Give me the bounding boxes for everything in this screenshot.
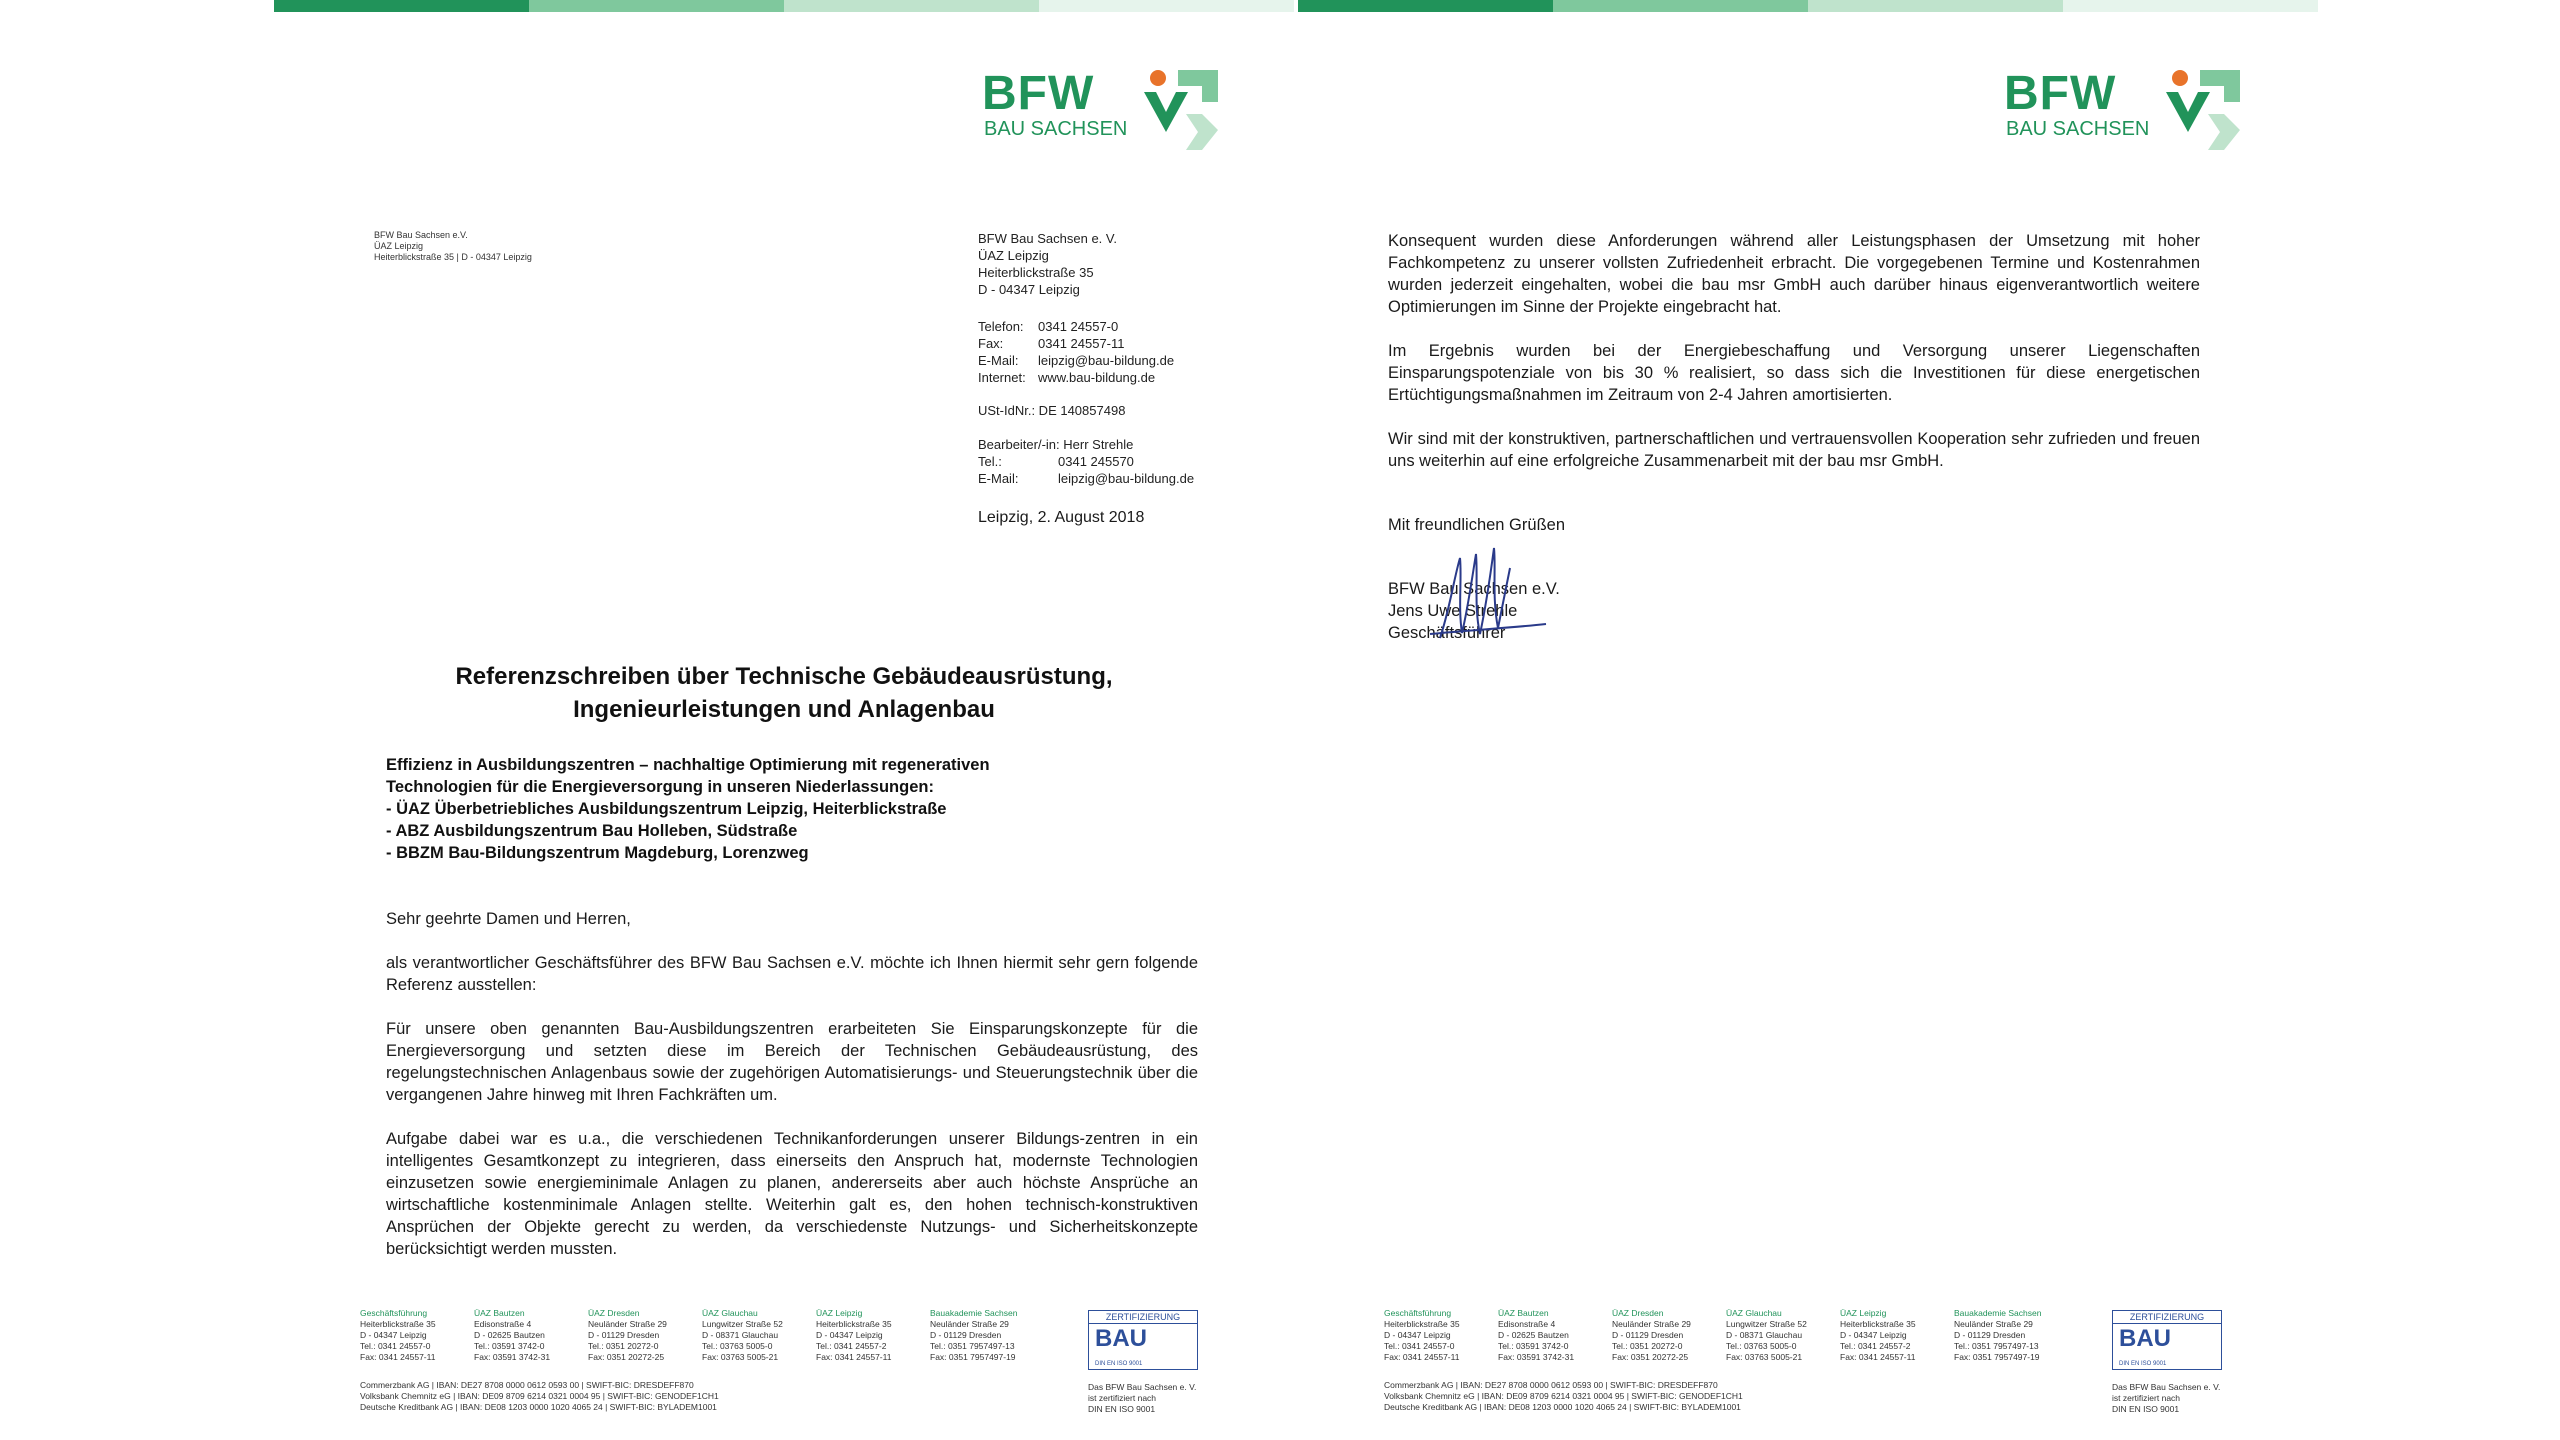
- footer-col-line: D - 08371 Glauchau: [702, 1330, 779, 1340]
- bank-line: Deutsche Kreditbank AG | IBAN: DE08 1203 0000 1020 4065 24 | SWIFT-BIC: BYLADEM1001: [360, 1402, 717, 1412]
- footer-col-line: D - 04347 Leipzig: [816, 1330, 883, 1340]
- cert-word: BAU: [1095, 1325, 1147, 1352]
- footer-col-head: Bauakademie Sachsen: [930, 1308, 1018, 1318]
- footer-col-line: Fax: 0341 24557-11: [360, 1352, 436, 1362]
- footer-col-head: ÜAZ Dresden: [1612, 1308, 1664, 1318]
- subject-line: Technologien für die Energieversorgung in unseren Niederlassungen:: [386, 778, 934, 796]
- web-label: Internet:: [978, 370, 1026, 385]
- subject-line: - ABZ Ausbildungszentrum Bau Holleben, Südstraße: [386, 822, 798, 840]
- footer-col-line: Lungwitzer Straße 52: [702, 1319, 783, 1329]
- letter-page-1: [274, 0, 1294, 1440]
- bank-line: Commerzbank AG | IBAN: DE27 8708 0000 0612 0593 00 | SWIFT-BIC: DRESDEFF870: [360, 1380, 694, 1390]
- footer-col-line: D - 02625 Bautzen: [474, 1330, 545, 1340]
- bank-line: Volksbank Chemnitz eG | IBAN: DE09 8709 6214 0321 0004 95 | SWIFT-BIC: GENODEF1CH1: [360, 1391, 719, 1401]
- cert-note-line: ist zertifiziert nach: [1088, 1393, 1157, 1403]
- footer-col-line: Heiterblickstraße 35: [1384, 1319, 1460, 1329]
- logo-word: BFW: [2004, 67, 2117, 120]
- salutation: Sehr geehrte Damen und Herren,: [386, 910, 631, 928]
- cert-note-line: Das BFW Bau Sachsen e. V.: [2112, 1382, 2221, 1392]
- footer-col-line: Fax: 0341 24557-11: [1384, 1352, 1460, 1362]
- fax-label: Fax:: [978, 336, 1004, 351]
- editor-tel-label: Tel.:: [978, 454, 1002, 469]
- footer-col-head: ÜAZ Leipzig: [1840, 1308, 1887, 1318]
- letter-page-2: [1298, 0, 2318, 1440]
- paragraph-1: als verantwortlicher Geschäftsführer des BFW Bau Sachsen e.V. möchte ich Ihnen hiermit sehr gern folgende Referenz ausstellen:: [386, 954, 1198, 994]
- bank-line: Commerzbank AG | IBAN: DE27 8708 0000 0612 0593 00 | SWIFT-BIC: DRESDEFF870: [1384, 1380, 1718, 1390]
- footer-col-line: Tel.: 0351 7957497-13: [930, 1341, 1015, 1351]
- address-line: ÜAZ Leipzig: [978, 248, 1049, 263]
- cert-din: DIN EN ISO 9001: [2119, 1361, 2167, 1367]
- footer-col-line: D - 04347 Leipzig: [1840, 1330, 1907, 1340]
- footer-col-head: ÜAZ Bautzen: [1498, 1308, 1549, 1318]
- logo-mark-icon: [2164, 66, 2240, 152]
- subject-line: Effizienz in Ausbildungszentren – nachhaltige Optimierung mit regenerativen: [386, 756, 990, 774]
- footer: [360, 1308, 1197, 1428]
- footer-col: [474, 1308, 584, 1363]
- footer-col-line: Tel.: 0341 24557-2: [816, 1341, 887, 1351]
- page-color-bar: [274, 0, 1294, 12]
- page-color-bar: [1298, 0, 2318, 12]
- editor-mail[interactable]: leipzig@bau-bildung.de: [1058, 471, 1195, 486]
- footer-col-line: Tel.: 0351 20272-0: [588, 1341, 659, 1351]
- tel-value: 0341 24557-0: [1038, 319, 1119, 334]
- footer-col-line: Fax: 0351 20272-25: [588, 1352, 665, 1362]
- title-line-2: Ingenieurleistungen und Anlagenbau: [573, 696, 995, 723]
- closing: Mit freundlichen Grüßen: [1388, 516, 1565, 534]
- bfw-logo: [982, 66, 1222, 156]
- footer-col-line: Tel.: 0341 24557-0: [1384, 1341, 1455, 1351]
- cert-note-line: DIN EN ISO 9001: [1088, 1404, 1156, 1414]
- footer-col-line: Edisonstraße 4: [474, 1319, 532, 1329]
- cert-note-line: Das BFW Bau Sachsen e. V.: [1088, 1382, 1197, 1392]
- sign-org: BFW Bau Sachsen e.V.: [1388, 580, 1560, 598]
- footer-col: [816, 1308, 926, 1363]
- footer-col-line: Edisonstraße 4: [1498, 1319, 1556, 1329]
- footer-col: [360, 1308, 470, 1363]
- mail-label: E-Mail:: [978, 353, 1019, 368]
- footer-col-line: Tel.: 03591 3742-0: [474, 1341, 545, 1351]
- footer-col-line: Neuländer Straße 29: [930, 1319, 1009, 1329]
- cert-top: ZERTIFIZIERUNG: [1089, 1311, 1197, 1324]
- contact-block: [978, 318, 1174, 386]
- footer-col-head: Bauakademie Sachsen: [1954, 1308, 2042, 1318]
- footer-col-line: Fax: 03591 3742-31: [1498, 1352, 1575, 1362]
- title-line-1: Referenzschreiben über Technische Gebäudeausrüstung,: [455, 663, 1113, 690]
- sender-line: [374, 230, 532, 263]
- footer-col-line: Heiterblickstraße 35: [360, 1319, 436, 1329]
- logo-mark-icon: [1142, 66, 1218, 152]
- editor-label: Bearbeiter/-in: Herr Strehle: [978, 437, 1134, 452]
- footer-col-head: Geschäftsführung: [360, 1308, 428, 1318]
- footer-col-line: Fax: 0341 24557-11: [816, 1352, 892, 1362]
- sender-line-3: Heiterblickstraße 35 | D - 04347 Leipzig: [374, 252, 532, 262]
- footer-col-line: Tel.: 0341 24557-2: [1840, 1341, 1911, 1351]
- footer-col-line: Fax: 03591 3742-31: [474, 1352, 551, 1362]
- footer-col-line: Fax: 0341 24557-11: [1840, 1352, 1916, 1362]
- mail-value[interactable]: leipzig@bau-bildung.de: [1038, 353, 1175, 368]
- logo-sub: BAU SACHSEN: [984, 118, 1128, 140]
- logo-word: BFW: [982, 67, 1095, 120]
- editor-block: [978, 436, 1194, 487]
- subject-line: - ÜAZ Überbetriebliches Ausbildungszentrum Leipzig, Heiterblickstraße: [386, 800, 947, 818]
- paragraph-6: Wir sind mit der konstruktiven, partnerschaftlichen und vertrauensvollen Kooperation sehr zufrieden und freuen uns weiterhin auf eine erfolgreiche Zusammenarbeit mit der bau msr GmbH.: [1388, 430, 2200, 470]
- address-line: BFW Bau Sachsen e. V.: [978, 231, 1117, 246]
- footer-col-head: ÜAZ Bautzen: [474, 1308, 525, 1318]
- footer-col-line: Tel.: 0351 7957497-13: [1954, 1341, 2039, 1351]
- letter-title: [334, 660, 1234, 726]
- certification-badge: [2112, 1310, 2222, 1370]
- certification-badge: [1088, 1310, 1198, 1370]
- footer-col-line: Fax: 0351 7957497-19: [1954, 1352, 2040, 1362]
- paragraph-3: Aufgabe dabei war es u.a., die verschiedenen Technikanforderungen unserer Bildungs-zentren in ein intelligentes Gesamtkonzept zu integrieren, dass einerseits den Anspruch hat, modernste Technologien einzusetzen sowie energieminimale Anlagen zu planen, andererseits aber auch höchste Ansprüche an wirtschaftliche kostenminimale Anlagen stellte. Weiterhin galt es, den hohen technisch-konstruktiven Ansprüchen der Objekte gerecht zu werden, da verschiedenste Nutzungs- und Sicherheitskonzepte berücksichtigt werden mussten.: [386, 1130, 1198, 1258]
- cert-top: ZERTIFIZIERUNG: [2113, 1311, 2221, 1324]
- cert-note-line: DIN EN ISO 9001: [2112, 1404, 2180, 1414]
- fax-value: 0341 24557-11: [1038, 336, 1125, 351]
- paragraph-5: Im Ergebnis wurden bei der Energiebeschaffung und Versorgung unserer Liegenschaften Einsparungspotenziale von bis 30 % realisiert, so dass sich die Investitionen für diese energetischen Ertüchtigungsmaßnahmen im Zeitraum von 2-4 Jahren amortisierten.: [1388, 342, 2200, 404]
- footer-col-line: Heiterblickstraße 35: [816, 1319, 892, 1329]
- editor-mail-label: E-Mail:: [978, 471, 1019, 486]
- footer-col-line: Neuländer Straße 29: [588, 1319, 667, 1329]
- subject-line: - BBZM Bau-Bildungszentrum Magdeburg, Lorenzweg: [386, 844, 809, 862]
- footer-col-line: D - 04347 Leipzig: [1384, 1330, 1451, 1340]
- footer-col: [1954, 1308, 2074, 1363]
- web-value[interactable]: www.bau-bildung.de: [1038, 370, 1156, 385]
- sign-name: Jens Uwe Strehle: [1388, 602, 1518, 620]
- sender-line-2: ÜAZ Leipzig: [374, 241, 424, 251]
- bank-line: Deutsche Kreditbank AG | IBAN: DE08 1203 0000 1020 4065 24 | SWIFT-BIC: BYLADEM1001: [1384, 1402, 1741, 1412]
- footer-col-line: D - 04347 Leipzig: [360, 1330, 427, 1340]
- footer-col-line: D - 08371 Glauchau: [1726, 1330, 1803, 1340]
- cert-note-line: ist zertifiziert nach: [2112, 1393, 2181, 1403]
- footer-col-line: D - 01129 Dresden: [1612, 1330, 1684, 1340]
- footer-col: [1840, 1308, 1950, 1363]
- footer-col-line: D - 02625 Bautzen: [1498, 1330, 1569, 1340]
- footer-col-head: Geschäftsführung: [1384, 1308, 1452, 1318]
- footer-col-line: Neuländer Straße 29: [1954, 1319, 2033, 1329]
- handwritten-signature-icon: [1410, 538, 1550, 648]
- cert-din: DIN EN ISO 9001: [1095, 1361, 1143, 1367]
- footer-col-head: ÜAZ Dresden: [588, 1308, 640, 1318]
- sender-line-1: BFW Bau Sachsen e.V.: [374, 230, 468, 240]
- footer-col-head: ÜAZ Glauchau: [702, 1308, 758, 1318]
- address-line: Heiterblickstraße 35: [978, 265, 1094, 280]
- footer-col-line: D - 01129 Dresden: [1954, 1330, 2026, 1340]
- footer-col-line: Tel.: 03591 3742-0: [1498, 1341, 1569, 1351]
- footer-col-line: Neuländer Straße 29: [1612, 1319, 1691, 1329]
- footer-col-line: Tel.: 0341 24557-0: [360, 1341, 431, 1351]
- footer-col: [702, 1308, 812, 1363]
- bank-details: [360, 1380, 880, 1413]
- footer-col-line: Tel.: 0351 20272-0: [1612, 1341, 1683, 1351]
- footer-col-head: ÜAZ Leipzig: [816, 1308, 863, 1318]
- subject-block: [386, 754, 990, 864]
- footer: [1384, 1308, 2221, 1428]
- sign-role: Geschäftsführer: [1388, 624, 1506, 642]
- letter-date: Leipzig, 2. August 2018: [978, 509, 1145, 526]
- footer-col: [1726, 1308, 1836, 1363]
- cert-word: BAU: [2119, 1325, 2171, 1352]
- footer-col: [1612, 1308, 1722, 1363]
- editor-tel: 0341 245570: [1058, 454, 1134, 469]
- bank-details: [1384, 1380, 1904, 1413]
- footer-col-line: Tel.: 03763 5005-0: [702, 1341, 773, 1351]
- footer-col-line: Tel.: 03763 5005-0: [1726, 1341, 1797, 1351]
- logo-sub: BAU SACHSEN: [2006, 118, 2150, 140]
- footer-col-line: Lungwitzer Straße 52: [1726, 1319, 1807, 1329]
- footer-col-line: D - 01129 Dresden: [588, 1330, 660, 1340]
- bfw-logo: [2004, 66, 2244, 156]
- paragraph-2: Für unsere oben genannten Bau-Ausbildungszentren erarbeiteten Sie Einsparungskonzepte für die Energieversorgung und setzten diese im Bereich der Technischen Gebäudeausrüstung, des regelungstechnischen Anlagenbaus sowie der zugehörigen Automatisierungs- und Steuerungstechnik über die vergangenen Jahre hinweg mit Ihren Fachkräften um.: [386, 1020, 1198, 1104]
- footer-col: [588, 1308, 698, 1363]
- address-line: D - 04347 Leipzig: [978, 282, 1080, 297]
- footer-col-line: Fax: 0351 20272-25: [1612, 1352, 1689, 1362]
- cert-note: [1088, 1382, 1238, 1415]
- footer-col-line: Fax: 03763 5005-21: [702, 1352, 779, 1362]
- bank-line: Volksbank Chemnitz eG | IBAN: DE09 8709 6214 0321 0004 95 | SWIFT-BIC: GENODEF1CH1: [1384, 1391, 1743, 1401]
- sender-address: [978, 230, 1117, 298]
- footer-col: [930, 1308, 1050, 1363]
- tel-label: Telefon:: [978, 319, 1024, 334]
- cert-note: [2112, 1382, 2262, 1415]
- footer-col: [1498, 1308, 1608, 1363]
- footer-col: [1384, 1308, 1494, 1363]
- footer-col-line: Heiterblickstraße 35: [1840, 1319, 1916, 1329]
- footer-col-line: Fax: 03763 5005-21: [1726, 1352, 1803, 1362]
- paragraph-4: Konsequent wurden diese Anforderungen während aller Leistungsphasen der Umsetzung mit hoher Fachkompetenz zu unserer vollsten Zufriedenheit erbracht. Die vorgegebenen Termine und Kostenrahmen wurden jederzeit eingehalten, wobei die bau msr GmbH auch darüber hinaus eigenverantwortlich weitere Optimierungen im Sinne der Projekte eingebracht hat.: [1388, 232, 2200, 316]
- footer-col-head: ÜAZ Glauchau: [1726, 1308, 1782, 1318]
- footer-col-line: Fax: 0351 7957497-19: [930, 1352, 1016, 1362]
- footer-col-line: D - 01129 Dresden: [930, 1330, 1002, 1340]
- vat-id: USt-IdNr.: DE 140857498: [978, 403, 1126, 418]
